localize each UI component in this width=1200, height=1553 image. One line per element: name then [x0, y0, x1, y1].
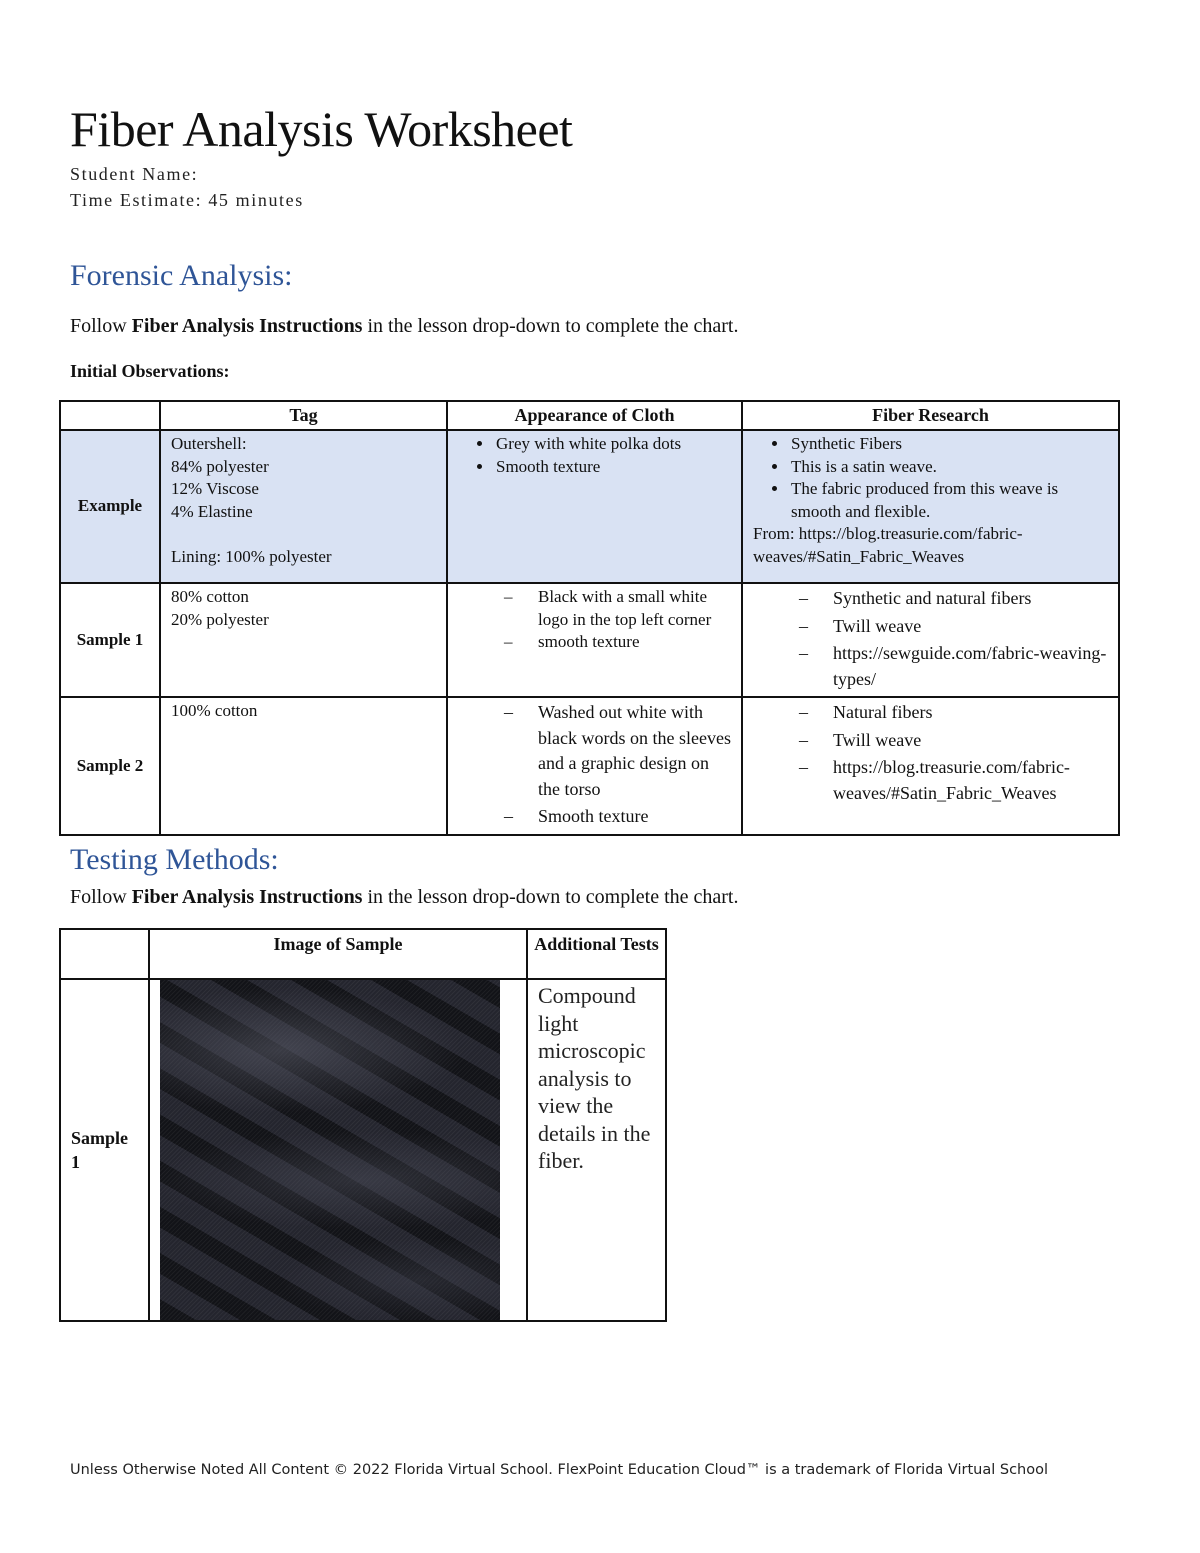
tag-line: 4% Elastine: [171, 501, 253, 521]
testing-methods-table: [59, 928, 667, 1322]
table-header-row: [60, 929, 666, 979]
corner-cell: [60, 401, 160, 430]
list-item: • The fabric produced from this weave is smooth and flexible.: [789, 478, 1108, 523]
list-item: • Synthetic Fibers: [789, 433, 1108, 456]
tag-line: Outershell:: [171, 434, 247, 453]
student-name-label: Student Name:: [70, 164, 199, 184]
appearance-cell: [447, 697, 742, 835]
page-title: Fiber Analysis Worksheet: [70, 101, 573, 157]
list-item: • Grey with white polka dots: [494, 433, 731, 456]
tag-cell: [160, 583, 447, 697]
testing-methods-heading: Testing Methods:: [70, 843, 279, 876]
list-item: • This is a satin weave.: [789, 456, 1108, 479]
fabric-sample-image: [160, 980, 500, 1320]
table-row-sample-1: [60, 979, 666, 1321]
appearance-cell: [447, 430, 742, 583]
tag-line: 100% cotton: [171, 701, 258, 720]
row-label: Sample 1: [60, 583, 160, 697]
list-item[interactable]: – https://blog.treasurie.com/fabric-weaves/#Satin_Fabric_Weaves: [833, 755, 1108, 806]
forensic-instruction: Follow Fiber Analysis Instructions in the lesson drop-down to complete the chart.: [70, 315, 739, 337]
research-cell: [742, 697, 1119, 835]
list-item: – Washed out white with black words on the sleeves and a graphic design on the torso: [538, 700, 731, 802]
tag-line: 12% Viscose: [171, 479, 259, 498]
tag-line: Lining: 100% polyester: [171, 546, 332, 566]
initial-observations-heading: Initial Observations:: [70, 361, 230, 381]
sample-image-cell: [149, 979, 527, 1321]
list-item: – Smooth texture: [538, 804, 731, 830]
table-header-row: [60, 401, 1119, 430]
column-header-image: Image of Sample: [149, 929, 527, 979]
research-cell: [742, 583, 1119, 697]
row-label: Sample 1: [60, 979, 149, 1321]
list-item: – Black with a small white logo in the top left corner: [538, 586, 731, 631]
column-header-fiber-research: Fiber Research: [742, 401, 1119, 430]
testing-instruction: Follow Fiber Analysis Instructions in the lesson drop-down to complete the chart.: [70, 886, 739, 908]
tag-line: 80% cotton: [171, 587, 249, 606]
tag-line: 84% polyester: [171, 456, 269, 476]
column-header-appearance: Appearance of Cloth: [447, 401, 742, 430]
list-item: – Synthetic and natural fibers: [833, 586, 1108, 612]
table-row-sample-1: [60, 583, 1119, 697]
row-label: Example: [60, 430, 160, 583]
tag-line-blank: [171, 523, 436, 546]
column-header-additional-tests: Additional Tests: [527, 929, 666, 979]
research-cell: [742, 430, 1119, 583]
appearance-cell: [447, 583, 742, 697]
tag-line: 20% polyester: [171, 609, 269, 629]
list-item: – smooth texture: [538, 631, 731, 654]
list-item: • Smooth texture: [494, 456, 731, 479]
row-label: Sample 2: [60, 697, 160, 835]
additional-tests-text: Compound light microscopic analysis to view the details in the fiber.: [527, 979, 666, 1321]
forensic-analysis-heading: Forensic Analysis:: [70, 259, 293, 292]
table-row-example: [60, 430, 1119, 583]
table-row-sample-2: [60, 697, 1119, 835]
source-link[interactable]: weaves/#Satin_Fabric_Weaves: [753, 546, 965, 566]
copyright-footer: Unless Otherwise Noted All Content © 2022 Florida Virtual School. FlexPoint Education Cloud™ is a trademark of Florida Virtual School: [70, 1462, 1049, 1478]
list-item: – Twill weave: [833, 614, 1108, 640]
time-estimate: Time Estimate: 45 minutes: [70, 190, 304, 210]
column-header-tag: Tag: [160, 401, 447, 430]
tag-cell: [160, 430, 447, 583]
list-item: – Twill weave: [833, 728, 1108, 754]
tag-cell: [160, 697, 447, 835]
initial-observations-table: [59, 400, 1120, 836]
source-link[interactable]: From: https://blog.treasurie.com/fabric-: [753, 524, 1023, 543]
list-item: – Natural fibers: [833, 700, 1108, 726]
list-item[interactable]: – https://sewguide.com/fabric-weaving-types/: [833, 641, 1108, 692]
corner-cell: [60, 929, 149, 979]
